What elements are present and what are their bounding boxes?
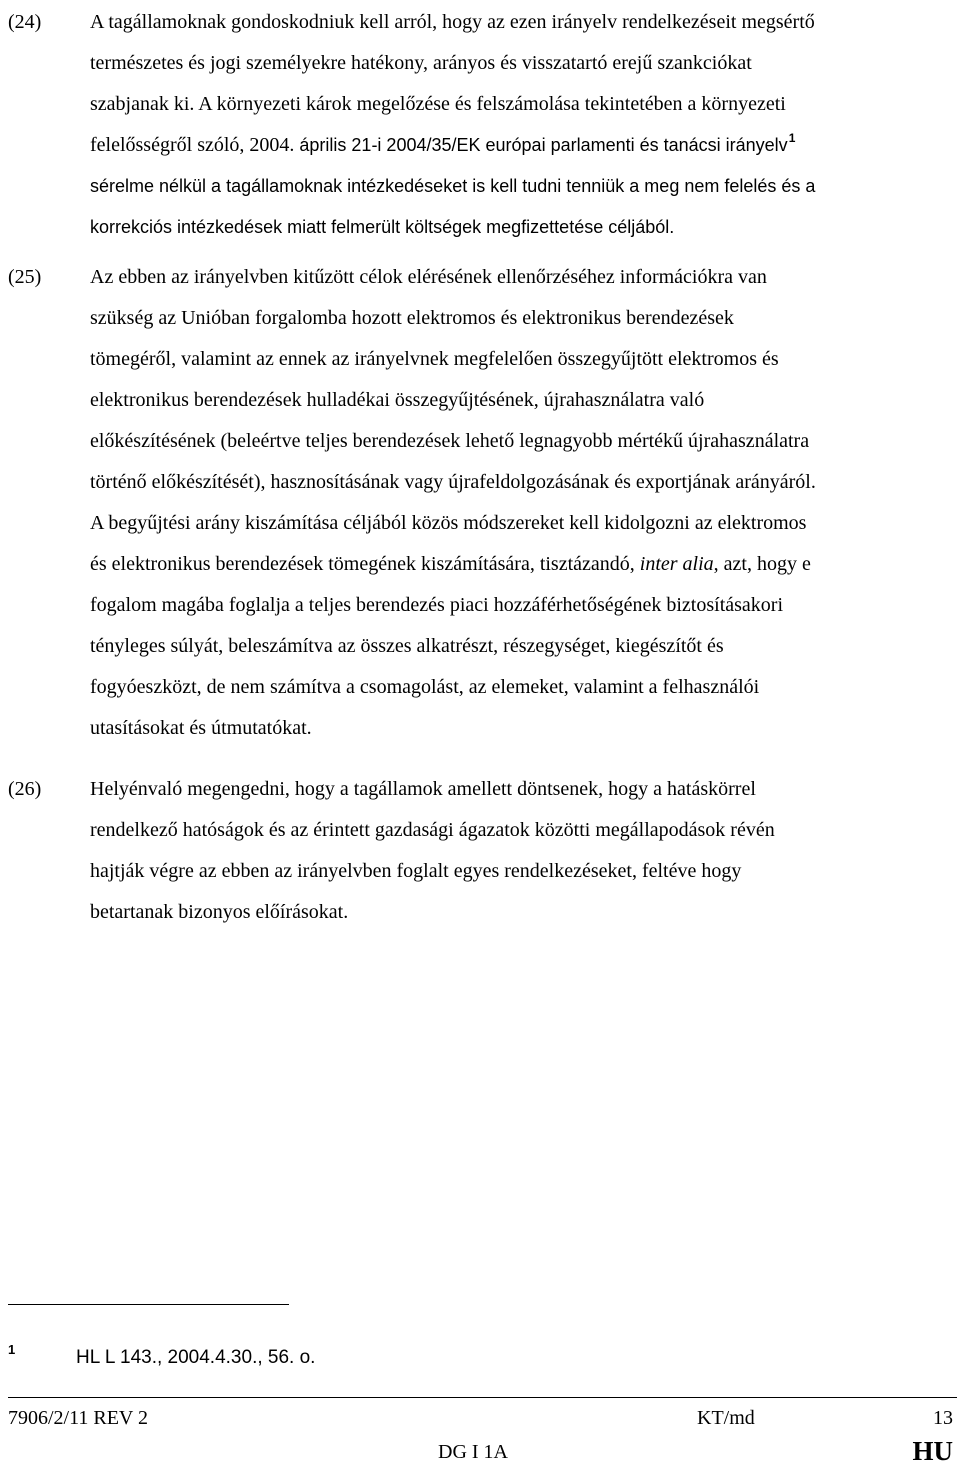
text-line: hajtják végre az ebben az irányelvben foglalt egyes rendelkezéseket, feltéve hogy	[90, 860, 742, 882]
text-line: tömegéről, valamint az ennek az irányelvnek megfelelően összegyűjtött elektromos és	[90, 348, 779, 370]
footnote-divider	[8, 1304, 289, 1305]
paragraph-body	[90, 257, 960, 749]
text-line: történő előkészítését), hasznosításának vagy újrafeldolgozásának és exportjának arányáról.	[90, 471, 816, 493]
language-code: HU	[912, 1436, 953, 1466]
paragraph-body	[90, 2, 960, 248]
text-line: korrekciós intézkedések miatt felmerült költségek megfizettetése céljából.	[90, 217, 675, 237]
text-line: természetes és jogi személyekre hatékony, arányos és visszatartó erejű szankciókat	[90, 52, 752, 74]
document-reference: 7906/2/11 REV 2	[8, 1407, 149, 1429]
text-line: tényleges súlyát, beleszámítva az összes alkatrészt, részegységet, kiegészítőt és	[90, 635, 724, 657]
text-line: sérelme nélkül a tagállamoknak intézkedéseket is kell tudni tenniük a meg nem felelés és a	[90, 176, 816, 196]
text-line: szükség az Unióban forgalomba hozott elektromos és elektronikus berendezések	[90, 307, 734, 329]
text-segment: felelősségről szóló, 2004.	[90, 134, 295, 156]
text-segment: és elektronikus berendezések tömegének kiszámítására, tisztázandó,	[90, 553, 640, 575]
footnote-mark: 1	[8, 1342, 16, 1357]
text-line: előkészítésének (beleértve teljes berendezések lehető legnagyobb mértékű újrahasználatra	[90, 430, 810, 452]
text-line: A tagállamoknak gondoskodniuk kell arról, hogy az ezen irányelv rendelkezéseit megsértő	[90, 11, 815, 33]
text-line: fogalom magába foglalja a teljes berendezés piaci hozzáférhetőségének biztosításakori	[90, 594, 784, 616]
text-line: elektronikus berendezések hulladékai összegyűjtésének, újrahasználatra való	[90, 389, 705, 411]
department-code: DG I 1A	[438, 1441, 508, 1463]
text-line: Helyénvaló megengedni, hogy a tagállamok amellett döntsenek, hogy a hatáskörrel	[90, 778, 756, 800]
text-segment: , azt, hogy e	[713, 553, 811, 575]
paragraph-number: (24)	[8, 11, 42, 33]
author-initials: KT/md	[697, 1407, 755, 1429]
paragraph-number: (25)	[8, 266, 42, 288]
text-line: utasításokat és útmutatókat.	[90, 717, 312, 739]
text-line	[90, 544, 960, 585]
text-line: betartanak bizonyos előírásokat.	[90, 901, 349, 923]
text-line: rendelkező hatóságok és az érintett gazdasági ágazatok közötti megállapodások révén	[90, 819, 775, 841]
footnote-reference[interactable]: 1	[788, 131, 796, 145]
text-line: Az ebben az irányelvben kitűzött célok elérésének ellenőrzéséhez információkra van	[90, 266, 767, 288]
paragraph-body	[90, 769, 960, 933]
text-line: fogyóeszközt, de nem számítva a csomagolást, az elemeket, valamint a felhasználói	[90, 676, 760, 698]
paragraph-number: (26)	[8, 778, 42, 800]
italic-term: inter alia	[639, 553, 714, 575]
text-line: A begyűjtési arány kiszámítása céljából közös módszereket kell kidolgozni az elektromos	[90, 512, 807, 534]
footnote-text: HL L 143., 2004.4.30., 56. o.	[76, 1347, 316, 1368]
text-line: szabjanak ki. A környezeti károk megelőzése és felszámolása tekintetében a környezeti	[90, 93, 786, 115]
page-number: 13	[933, 1407, 953, 1429]
footer-divider	[8, 1397, 957, 1398]
text-segment: április 21-i 2004/35/EK európai parlamenti és tanácsi irányelv	[299, 135, 788, 155]
text-line	[90, 125, 960, 166]
